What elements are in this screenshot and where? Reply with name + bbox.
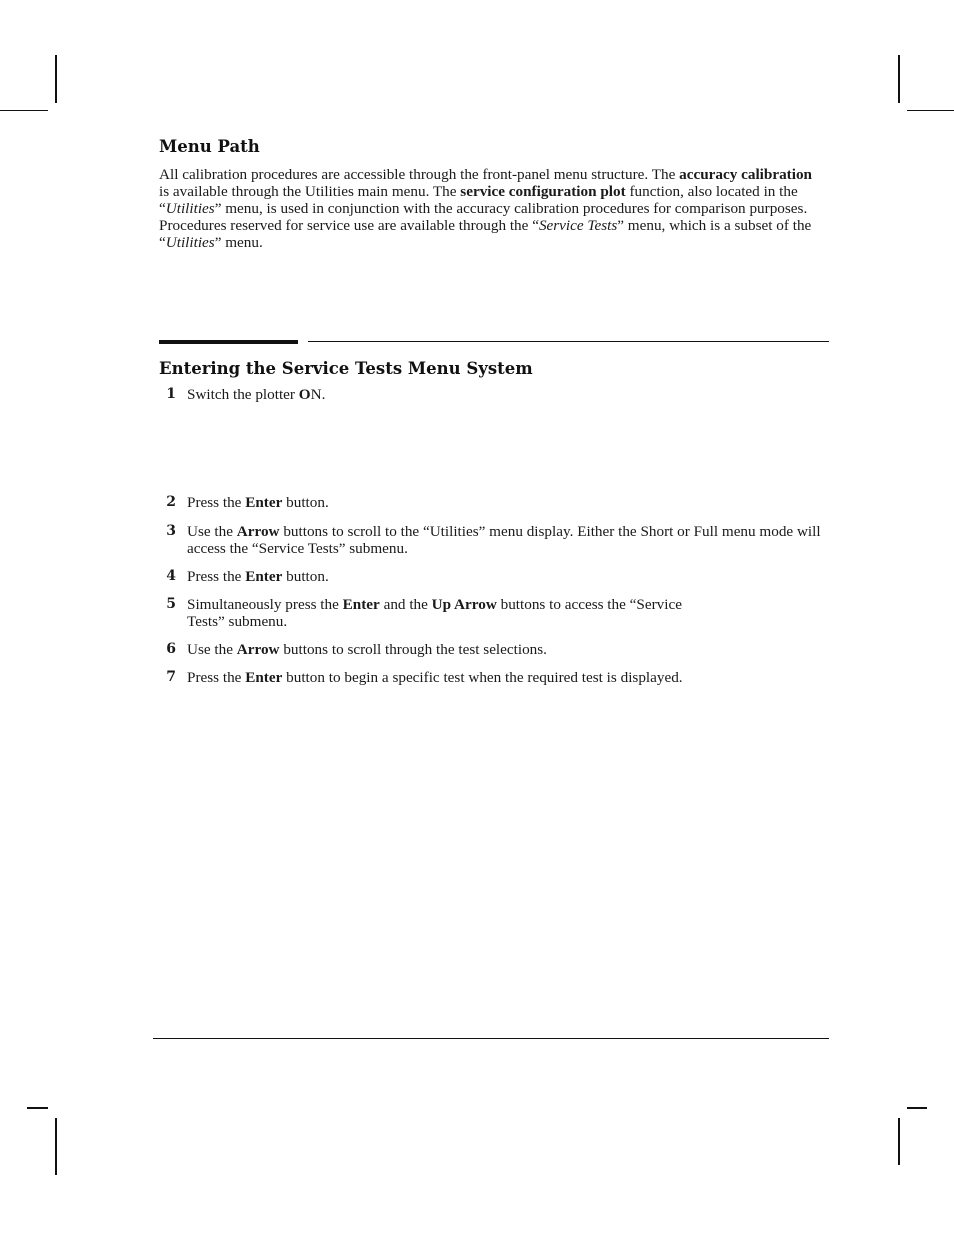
- text-run: ” menu.: [214, 234, 263, 251]
- step-number: 5: [166, 596, 176, 612]
- text-run: Use the: [187, 641, 237, 658]
- text-run: Press the: [187, 669, 246, 686]
- text-run: and the: [379, 596, 432, 613]
- button-name-enter: Enter: [245, 568, 283, 585]
- term-accuracy-calibration: accuracy calibration: [679, 166, 812, 183]
- button-name-arrow: Arrow: [236, 641, 280, 658]
- text-run: Simultaneously press the: [187, 596, 343, 613]
- crop-mark-top-left-horizontal: [0, 110, 48, 111]
- text-run: buttons to scroll to the “Utilities” menu display. Either the Short or Full menu mode will access the “Service Tests” submenu.: [187, 523, 821, 557]
- button-name-up-arrow: Up Arrow: [431, 596, 497, 613]
- step-text: [187, 596, 722, 630]
- section-divider-thin: [308, 341, 829, 342]
- step-text: [187, 523, 827, 557]
- step-number: 7: [166, 669, 176, 685]
- crop-mark-bottom-left-vertical: [55, 1118, 57, 1175]
- menu-path-heading: Menu Path: [159, 137, 260, 156]
- step-number: 1: [166, 386, 176, 402]
- menu-name-utilities: Utilities: [165, 234, 215, 251]
- text-run: All calibration procedures are accessible through the front-panel menu structure. The: [159, 166, 680, 183]
- menu-path-paragraph: [159, 166, 824, 251]
- menu-name-service-tests: Service Tests: [538, 217, 618, 234]
- text-run: Press the: [187, 568, 246, 585]
- text-run: ” menu, which is a subset of the “: [159, 217, 812, 251]
- entering-heading: Entering the Service Tests Menu System: [159, 359, 533, 378]
- step-number: 4: [166, 568, 176, 584]
- text-run: N.: [310, 386, 326, 403]
- text-run: button.: [282, 494, 329, 511]
- button-name-enter: Enter: [342, 596, 380, 613]
- crop-mark-bottom-left-horizontal: [27, 1107, 48, 1109]
- text-run: is available through the Utilities main menu. The: [159, 183, 461, 200]
- crop-mark-top-right-horizontal: [907, 110, 954, 111]
- button-name-enter: Enter: [245, 494, 283, 511]
- section-divider-thick: [159, 340, 298, 344]
- text-run: buttons to access the “Service Tests” submenu.: [187, 596, 682, 630]
- step-text: [187, 568, 827, 585]
- text-run: function, also located in the “: [159, 183, 798, 217]
- menu-name-utilities: Utilities: [165, 200, 215, 217]
- crop-mark-top-right-vertical: [898, 55, 900, 103]
- crop-mark-bottom-right-horizontal: [907, 1107, 927, 1109]
- step-text: [187, 494, 827, 511]
- text-run: button.: [282, 568, 329, 585]
- step-number: 2: [166, 494, 176, 510]
- step-number: 6: [166, 641, 176, 657]
- text-run: Use the: [187, 523, 237, 540]
- step-text: [187, 641, 827, 658]
- text-run: ” menu, is used in conjunction with the accuracy calibration procedures for comparison purposes. Procedures reserved for service use are available through the “: [159, 200, 808, 234]
- step-text: [187, 386, 827, 403]
- text-run: buttons to scroll through the test selections.: [279, 641, 547, 658]
- text-run: button to begin a specific test when the required test is displayed.: [282, 669, 683, 686]
- bold-run: O: [298, 386, 311, 403]
- text-run: Switch the plotter: [187, 386, 299, 403]
- crop-mark-bottom-right-vertical: [898, 1118, 900, 1165]
- footer-rule: [153, 1038, 829, 1039]
- step-text: [187, 669, 827, 686]
- button-name-enter: Enter: [245, 669, 283, 686]
- button-name-arrow: Arrow: [236, 523, 280, 540]
- term-service-configuration-plot: service configuration plot: [460, 183, 626, 200]
- crop-mark-top-left-vertical: [55, 55, 57, 103]
- text-run: Press the: [187, 494, 246, 511]
- step-number: 3: [166, 523, 176, 539]
